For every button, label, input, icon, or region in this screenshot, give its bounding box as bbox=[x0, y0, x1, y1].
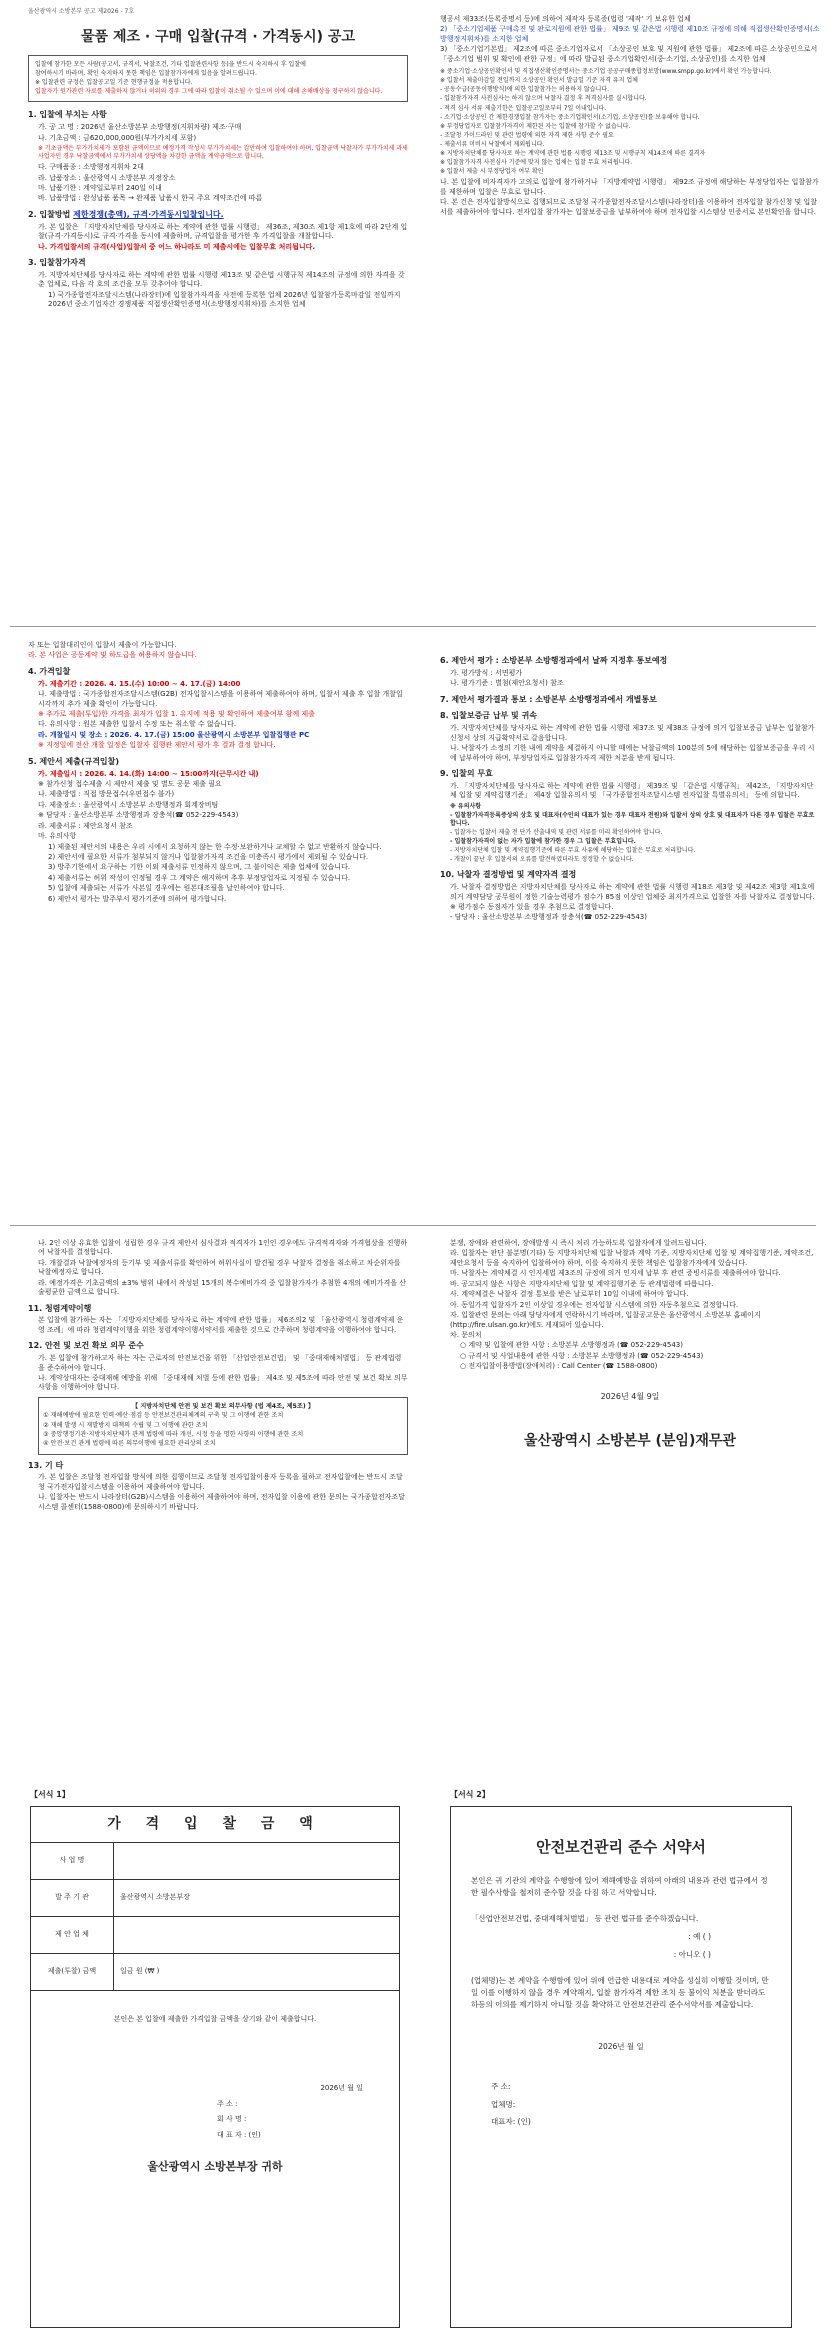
section-10-title: 10. 낙찰자 결정방법 및 계약자격 결정 bbox=[440, 870, 577, 880]
note: - 적격 심사 서류 제출기한은 입찰공고일로부터 7일 이내입니다. bbox=[440, 104, 607, 112]
form2-paragraph: (업체명)는 본 계약을 수행함에 있어 위에 언급한 내용대로 계약을 성실히 이행할 것이며, 만일 이를 이행하지 않을 경우 계약해지, 입찰 참가자격 제한 조치 등 불이익 처분을 받더라도 하등의 이의를 제기하지 아니할 것을 확약하고 안전보건관리 준수서약서를 제출합니다. bbox=[471, 1976, 769, 2010]
page-1 bbox=[10, 0, 820, 627]
s5-item: 4) 제출서류는 허위 작성이 인정될 경우 그 계약은 해지하며 추후 부정당업자로 지정될 수 있습니다. bbox=[48, 873, 351, 882]
form2-body bbox=[451, 1875, 791, 2131]
s13-item: 가. 본 입찰은 조달청 전자입찰 방식에 의한 집행이므로 조달청 전자입찰이용자 등록을 필하고 전자입찰에는 반드시 조달청 국가전자입찰시스템을 이용하여 제출하여야 합니다. bbox=[38, 1473, 403, 1491]
form2-label: 【서식 2】 bbox=[450, 1790, 490, 1799]
l-item: 다. 개찰결과 낙찰예정자의 등기부 및 제출서류를 확인하여 허위사실이 발견될 경우 낙찰자 결정을 취소하고 차순위자를 낙찰예정자로 합니다. bbox=[38, 1258, 401, 1277]
row-value[interactable] bbox=[114, 1916, 400, 1953]
yes-checkbox[interactable]: : 예 ( ) bbox=[688, 1932, 711, 1942]
section-3-title: 3. 입찰참가자격 bbox=[28, 257, 86, 267]
row-value[interactable]: 울산광역시 소방본부장 bbox=[114, 1879, 400, 1916]
s1-item: ※ 기초금액은 부가가치세가 포함된 금액이므로 예정가격 작성시 부가가치세는 감안하여 입찰하여야 하며, 입찰금액 낙찰자가 부가가치세 과세사업자인 경우 낙찰금액에서 부가가치세 상당액을 차감한 금액을 계약금액으로 합니다. bbox=[38, 144, 408, 161]
s5-item: 3) 방주기한에서 요구하는 기한 이외 제출서류 인정하지 않으며, 그 불이익은 제출 업체에 있습니다. bbox=[48, 863, 351, 872]
form1-date: 2026년 월 일 bbox=[320, 2084, 363, 2093]
sig-line: 회 사 명 : bbox=[217, 2115, 247, 2124]
row-value[interactable]: 일금 원 (₩ ) bbox=[114, 1953, 400, 1990]
section-4-title: 4. 가격입찰 bbox=[28, 666, 71, 676]
section-13-title: 13. 기 타 bbox=[28, 1460, 64, 1470]
sig-line: 업체명: bbox=[491, 2099, 516, 2109]
notice-line: 입찰자가 원가관련 자료를 제출하지 않거나 허위의 경우 그에 따라 입찰이 취소될 수 있으며 이에 대해 손해배상을 청구하지 않습니다. bbox=[35, 88, 383, 96]
s1-item: 라. 납품장소 : 울산광역시 소방본부 지정장소 bbox=[38, 173, 176, 182]
issuing-organization: 울산광역시 소방본부 (분임)재무관 bbox=[524, 1433, 736, 1450]
s3-item: 1) 국가종합전자조달시스템(나라장터)에 입찰참가자격을 사전에 등록한 업체 2026년 입찰참가등록마감일 전일까지 2026년 중소기업자간 경쟁제품 직접생산확인증명서(소방행정지휘차)를 소지한 업체 bbox=[48, 290, 401, 309]
s4-item: ※ 추가로 제출(투입)한 가격을 최저가 입찰 1. 유지에 적용 및 확인하여 제출여부 함께 제출 bbox=[38, 709, 315, 718]
s2-item: 가. 본 입찰은 「지방자치단체를 당사자로 하는 계약에 관한 법률 시행령」 제36조, 제30조 제1항 제1호에 따라 2단계 입찰(규격·가격동시)로 규격·가격을 동시에 제출하며, 규격입찰을 평가한 후 가격입찰을 개찰합니다. bbox=[38, 222, 408, 241]
note: - 입찰참가자격이 없는 자가 입찰에 참가한 경우 그 입찰은 무효입니다. bbox=[450, 838, 636, 846]
s4-note: ※ 지정일에 전산 개찰 일정은 입찰자 집행관 제안서 평가 후 결과 결정 합니다. bbox=[38, 741, 276, 750]
form2-paragraph: 「산업안전보건법, 중대재해처벌법」 등 관련 법규를 준수하겠습니다. bbox=[471, 1914, 699, 1924]
r-item: 3) 「중소기업기본법」 제2조에 따른 중소기업자로서 「소상공인 보호 및 지원에 관한 법률」 제2조에 따른 소상공인으로서 「중소기업 범위 및 확인에 관한 규정」에 따라 발급된 중소기업확인서(중·소기업, 소상공인)를 소지한 업체 bbox=[440, 45, 818, 63]
section-5-title: 5. 제안서 제출(규격입찰) bbox=[28, 756, 120, 766]
s5-item: 마. 유의사항 bbox=[38, 832, 77, 841]
note: ※ 중소기업·소상공인확인서 및 직접생산확인증명서는 중소기업 공공구매종합정보망(www.smpp.go.kr)에서 확인 가능합니다. bbox=[440, 68, 772, 76]
notice-date: 2026년 4월 9일 bbox=[600, 1391, 660, 1401]
s12-item: 가. 본 입찰에 참가하고자 하는 자는 근로자의 안전보건을 위한 「산업안전보건법」 및 「중대재해처벌법」 등 관계법령을 준수하여야 합니다. bbox=[38, 1354, 402, 1372]
section-1-title: 1. 입찰에 부치는 사항 bbox=[28, 110, 107, 120]
s12-item: 나. 계약상대자는 중대재해 예방을 위해 「중대재해 처벌 등에 관한 법률」 제4조 및 제5조에 따라 안전 및 보건 확보 의무사항을 이행하여야 합니다. bbox=[38, 1373, 408, 1392]
doc-header: 울산광역시 소방본부 공고 제2026 - 7호 bbox=[28, 8, 135, 15]
contacts-title: 차. 문의처 bbox=[450, 1330, 482, 1339]
s1-item: 바. 납품방법 : 완성납품 품목 → 완제품 납품시 한국 주요 계약조건에 따름 bbox=[38, 194, 263, 203]
form1-label: 【서식 1】 bbox=[30, 1790, 70, 1799]
form1-title: 가 격 입 찰 금 액 bbox=[31, 1807, 399, 1843]
l-top: 라. 본 사업은 공동계약 및 하도급을 허용하지 않습니다. bbox=[28, 651, 197, 660]
table-row bbox=[31, 1916, 399, 1953]
form1-body bbox=[31, 1991, 399, 2189]
note: - 공동수급(공동이행방식)에 의한 입찰참가는 허용하지 않습니다. bbox=[440, 86, 609, 94]
note: ※ 입찰참가자격 사전심사 기준에 맞지 않는 업체는 입찰 무효 처리됩니다. bbox=[440, 159, 633, 167]
s4-period: 가. 제출기간 : 2026. 4. 15.(수) 10:00 ~ 4. 17.(금) 14:00 bbox=[38, 679, 241, 688]
s5-item: 6) 제안서 평가는 발주부서 평가기준에 의하여 평가합니다. bbox=[48, 894, 227, 903]
r-item: 다. 본 건은 전자입찰방식으로 집행되므로 조달청 국가종합전자조달시스템(나라장터)을 이용하여 전자입찰 참가신청 및 입찰서를 제출하여야 합니다. 전자입찰 참가자는 입찰보증금을 납부하여야 하며 전자입찰 시스템상 인증서로 본인확인을 합니다. bbox=[440, 198, 818, 216]
note: - 소기업·소상공인 간 제한경쟁입찰 참가자는 중소기업확인서(소기업, 소상공인)를 보유해야 합니다. bbox=[440, 113, 700, 121]
sig-line: 대 표 자 : (인) bbox=[217, 2130, 261, 2139]
note: - 개찰이 끝난 후 입찰서의 오류를 발견하였더라도 정정할 수 없습니다. bbox=[450, 856, 634, 864]
contact: ○ 계약 및 입찰에 관한 사항 : 소방본부 소방행정과 (☎ 052-229-4543) bbox=[460, 1341, 683, 1350]
box-item: ② 재해 발생 시 재발방지 대책의 수립 및 그 이행에 관한 조치 bbox=[43, 1421, 208, 1429]
note: ※ 유의사항 bbox=[450, 802, 482, 810]
form1-table bbox=[31, 1843, 399, 1991]
r-item: 마. 낙찰자는 계약체결 시 인지세법 제3조의 규정에 의거 인지세 납부 후 관련 증빙서류를 제출하여야 합니다. bbox=[450, 1269, 781, 1278]
s10-item: 가. 낙찰자 결정방법은 지방자치단체를 당사자로 하는 계약에 관한 법률 시행령 제18조 제3항 및 제42조 제3항 제1호에 의거 계약담당 공무원이 정한 기술능력평가 점수가 85점 이상인 업체중 최저가격으로 입찰한 자를 낙찰자로 결정합니다. bbox=[450, 883, 815, 901]
form2-date: 2026년 월 일 bbox=[598, 2042, 644, 2052]
r-item: 라. 입찰자는 판단 불분명(기타) 등 지방자치단체 입찰 낙찰과 계약 기준, 지방자치단체 입찰 및 계약집행기준, 계약조건, 제안요청서 등을 숙지하여 입찰하여야 하며, 이를 숙지하지 못한 책임은 입찰참가자에게 있습니다. bbox=[450, 1249, 814, 1267]
s2-method: 제한경쟁(총액), 규격·가격동시입찰입니다. bbox=[73, 209, 224, 219]
s1-item: 마. 납품기한 : 계약일로부터 240일 이내 bbox=[38, 184, 162, 192]
s5-item: 다. 제출장소 : 울산광역시 소방본부 소방행정과 회계장비팀 bbox=[38, 800, 219, 809]
s1-item: 나. 기초금액 : 금620,000,000원(부가가치세 포함) bbox=[38, 133, 197, 142]
form1-signature bbox=[47, 2100, 383, 2140]
s5-item: ※ 담당자 : 울산소방본부 소방행정과 장충석(☎ 052-229-4543) bbox=[38, 811, 239, 820]
row-key: 사 업 명 bbox=[31, 1843, 114, 1880]
s10-item: ※ 평가점수 동점자가 있을 경우 추첨으로 결정합니다. bbox=[450, 903, 614, 912]
form2-yes-option[interactable] bbox=[471, 1931, 771, 1943]
s10-item: - 담당자 : 울산소방본부 소방행정과 장충석(☎ 052-229-4543) bbox=[450, 913, 647, 922]
note: ※ 부정당업자로 입찰참가자격이 제한된 자는 입찰에 참가할 수 없습니다. bbox=[440, 122, 631, 130]
s5-item: 2) 제안서에 필요한 서류가 첨부되지 않거나 입찰참가자격 조건을 미충족시 평가에서 제외될 수 있습니다. bbox=[48, 853, 369, 862]
page1-left-column bbox=[28, 18, 408, 311]
page2-left-column bbox=[28, 640, 408, 905]
s5-period: 가. 제출일시 : 2026. 4. 14.(화) 14:00 ~ 15:00까지(근무시간 내) bbox=[38, 769, 259, 778]
l-item: 라. 예정가격은 기초금액의 ±3% 범위 내에서 작성된 15개의 복수예비가격 중 입찰참가자가 추첨한 4개의 예비가격을 산술평균한 금액으로 합니다. bbox=[38, 1278, 406, 1297]
form2-title: 안전보건관리 준수 서약서 bbox=[536, 1838, 706, 1856]
r-item: 행공서 제33조(등록증명서 등)에 의하여 제작자 등록증(법령 '제작' 기 보유한 업체 bbox=[440, 15, 691, 23]
r-item: 아. 동일가격 입찰자가 2인 이상일 경우에는 전자입찰 시스템에 의한 자동추첨으로 결정합니다. bbox=[450, 1300, 739, 1309]
page-3 bbox=[10, 1228, 816, 1783]
r-item: 자. 입찰관련 문의는 아래 담당자에게 연락하시기 바라며, 입찰공고문은 울산광역시 소방본부 홈페이지(http://fire.ulsan.go.kr)에도 게재되어 있습니다. bbox=[450, 1311, 761, 1329]
box-item: ④ 안전·보건 관계 법령에 따른 의무이행에 필요한 관리상의 조치 bbox=[43, 1440, 216, 1448]
s2-item: 나. 가격입찰서의 규격(사업)입찰서 중 어느 하나라도 미 제출시에는 입찰무효 처리됩니다. bbox=[38, 242, 316, 251]
s1-item: 다. 구매품종 : 소방행정지휘차 2대 bbox=[38, 163, 144, 172]
section-11-title: 11. 청렴계약이행 bbox=[28, 1303, 92, 1313]
sig-line: 주 소: bbox=[491, 2082, 511, 2092]
page-2 bbox=[10, 630, 816, 1226]
note: - 조달청 가이드라인 및 관련 법령에 의한 자격 제한 사항 준수 필요 bbox=[440, 131, 614, 139]
notice-box bbox=[28, 55, 408, 102]
l-item: 나. 2인 이상 유효한 입찰이 성립한 경우 규격 제안서 심사결과 적격자가 1인인 경우에도 규격적격자와 가격협상을 진행하여 낙찰자를 결정합니다. bbox=[38, 1239, 408, 1257]
note: - 입찰자는 입찰서 제출 전 단가 산출내역 및 관련 서류를 미리 확인하여야 합니다. bbox=[450, 828, 663, 836]
r-item: 2) 「중소기업제품 구매촉진 및 판로지원에 관한 법률」 제9조 및 같은법 시행령 제10조 규정에 의해 직접생산확인증명서(소방행정지휘차)를 소지한 업체 bbox=[440, 25, 820, 43]
row-key: 제출(투찰) 금액 bbox=[31, 1953, 114, 1990]
safety-pledge-form bbox=[450, 1806, 792, 2328]
notice-line: ※ 입찰관련 규정은 입찰공고일 기준 현행규정을 적용합니다. bbox=[35, 79, 193, 87]
s5-item: 라. 제출서류 : 제안요청서 참조 bbox=[38, 821, 133, 830]
s5-item: 5) 입찰에 제출되는 서류가 사본일 경우에는 원본대조필을 날인하여야 합니다. bbox=[48, 884, 285, 893]
section-6-title: 6. 제안서 평가 : 소방본부 소방행정과에서 날짜 지정후 통보예정 bbox=[440, 656, 668, 665]
s9-notes bbox=[450, 803, 820, 865]
note: - 입찰참가자격등록증상의 상호 및 대표자(수인의 대표가 있는 경우 대표자 전원)와 입찰서 상의 상호 및 대표자가 다른 경우 입찰은 무효로 합니다. bbox=[450, 811, 815, 827]
note: ※ 지방자치단체를 당사자로 하는 계약에 관한 법률 시행령 제13조 및 시행규칙 제14조에 따른 결격자 bbox=[440, 150, 706, 158]
contact: ○ 규격서 및 사업내용에 관한 사항 : 소방본부 소방행정과 (☎ 052-229-4543) bbox=[460, 1351, 704, 1360]
l-top: 자 또는 입찰대리인이 입찰서 제출이 가능합니다. bbox=[28, 641, 177, 649]
form2-no-option[interactable] bbox=[471, 1949, 771, 1961]
box-item: ① 재해예방에 필요한 인력·예산·점검 등 안전보건관리체계의 구축 및 그 이행에 관한 조치 bbox=[43, 1412, 284, 1420]
form1-addressee: 울산광역시 소방본부장 귀하 bbox=[147, 2160, 283, 2174]
s1-item: 가. 공 고 명 : 2026년 울산소방본부 소방행정(지휘차량) 제조·구매 bbox=[38, 123, 242, 132]
no-checkbox[interactable]: : 아니오 ( ) bbox=[673, 1950, 711, 1960]
r-item: 분쟁, 장애와 관련하여, 장애발생 시 즉시 처리 가능하도록 입찰자에게 알려드립니다. bbox=[450, 1239, 707, 1247]
s5-item: 1) 제출된 제안서의 내용은 우리 시에서 요청하지 않는 한 수정·보완하거나 교체할 수 없고 반환하지 않습니다. bbox=[48, 842, 382, 851]
section-7-title: 7. 제안서 평가결과 통보 : 소방본부 소방행정과에서 개별통보 bbox=[440, 694, 657, 704]
note: - 입찰참가자격 사전심사는 하지 않으며 낙찰자 결정 후 적격심사를 실시합니다. bbox=[440, 95, 647, 103]
s6-item: 가. 평가방식 : 서면평가 bbox=[450, 668, 523, 677]
s9-item: 가. 「지방자치단체를 당사자로 하는 계약에 관한 법률 시행령」 제39조 및 「같은법 시행규칙」 제42조, 「지방자치단체 입찰 및 계약집행기준」 제4장 입찰유의서 및 「국가종합전자조달시스템 전자입찰 특별유의서」 등에 의합니다. bbox=[450, 781, 814, 800]
s4-item: 나. 제출방법 : 국가종합전자조달시스템(G2B) 전자입찰시스템을 이용하여 제출하여야 하며, 입찰서 제출 후 입찰 개찰일 시각까지 추가 제출 확인이 가능합니다. bbox=[38, 690, 403, 708]
form2-signature bbox=[471, 2079, 771, 2131]
s11-item: 본 입찰에 참가하는 자는 「지방자치단체를 당사자로 하는 계약에 관한 법률」 제6조의2 및 「울산광역시 청렴계약제 운영 조례」에 따라 청렴계약이행을 위한 청렴계약이행서약서를 제출한 것으로 간주하며 청렴계약을 이행하여야 합니다. bbox=[38, 1316, 404, 1334]
note: ※ 입찰서 제출마감일 전일까지 소상공인 확인서 발급일 기준 자격 유지 업체 bbox=[440, 77, 638, 85]
s5-item: 나. 제출방법 : 직접 방문접수(우편접수 불가) bbox=[38, 790, 175, 799]
s4-item: 다. 유의사항 : 원본 제출한 입찰서 수정 또는 취소할 수 없습니다. bbox=[38, 720, 237, 729]
section-2-title bbox=[28, 210, 408, 221]
section-12-title: 12. 안전 및 보건 확보 의무 준수 bbox=[28, 1341, 144, 1351]
row-value[interactable] bbox=[114, 1843, 400, 1880]
note: - 지방자치단체 입찰 및 계약집행기준에 따른 무효 사유에 해당하는 입찰은 무효로 처리합니다. bbox=[450, 847, 696, 855]
s4-opening: 라. 개찰일시 및 장소 : 2026. 4. 17.(금) 15:00 울산광역시 소방본부 입찰집행관 PC bbox=[38, 730, 310, 739]
page-title: 물품 제조 · 구매 입찰(규격 · 가격동시) 공고 bbox=[81, 29, 355, 45]
table-row bbox=[31, 1843, 399, 1880]
box-title: 【 지방자치단체 안전 및 보건 확보 의무사항 (법 제4조, 제5조) 】 bbox=[131, 1402, 315, 1410]
forms-section bbox=[0, 1790, 826, 2336]
safety-obligations-box bbox=[38, 1397, 408, 1455]
notice-line: 입찰에 참가한 모든 사람(공고서, 규격서, 낙찰조건, 기타 입찰관련사항 등)을 반드시 숙지하시 후 입찰에 bbox=[35, 60, 306, 68]
page3-left-column bbox=[28, 1238, 408, 1513]
note: ※ 입찰서 제출 시 부정당업자 여부 확인 bbox=[440, 168, 544, 176]
section-8-title: 8. 입찰보증금 납부 및 귀속 bbox=[440, 711, 538, 721]
r-item: 나. 본 입찰에 비자격자가 고의로 입찰에 참가하거나 「지방계약법 시행령」 제92조 규정에 해당하는 부정당업자는 입찰참가를 제한하며 입찰은 무효로 합니다. bbox=[440, 178, 819, 196]
form1-statement: 본인은 본 입찰에 제출한 가격입찰 금액을 상기와 같이 제출합니다. bbox=[113, 2014, 317, 2023]
note: - 제출서류 미비시 낙찰에서 제외됩니다. bbox=[440, 140, 545, 148]
contact: ○ 전자입찰이용방법(장애처리) : Call Center (☎ 1588-0800) bbox=[460, 1362, 658, 1371]
page3-right-column bbox=[440, 1238, 820, 1451]
box-item: ③ 중앙행정기관·지방자치단체가 관계 법령에 따라 개선, 시정 등을 명한 사항의 이행에 관한 조치 bbox=[43, 1430, 304, 1438]
s2-title-text: 2. 입찰방법 bbox=[28, 209, 71, 219]
table-row bbox=[31, 1953, 399, 1990]
s3-item: 가. 지방자치단체를 당사자로 하는 계약에 관한 법률 시행령 제13조 및 같은법 시행규칙 제14조의 규정에 의한 자격을 갖춘 업체로, 다음 각 호의 조건을 모두 갖추어야 합니다. bbox=[38, 270, 405, 289]
price-bid-form bbox=[30, 1806, 400, 2328]
r-item: 바. 공고되지 않은 사항은 지방자치단체 입찰 및 계약집행기준 등 관계법령에 따릅니다. bbox=[450, 1279, 714, 1288]
s6-item: 나. 평가기준 : 별첨(제안요청서) 참조 bbox=[450, 679, 564, 688]
section-9-title: 9. 입찰의 무효 bbox=[440, 769, 493, 779]
form2-paragraph: 본인은 귀 기관의 계약을 수행함에 있어 재해예방을 위하여 아래의 내용과 관련 법규에서 정한 필수사항을 철저히 준수할 것을 다짐 하고 서약합니다. bbox=[471, 1876, 768, 1898]
r-item: 사. 계약체결은 낙찰자 결정 통보를 받은 날로부터 10일 이내에 하여야 합니다. bbox=[450, 1290, 689, 1299]
sig-line: 주 소 : bbox=[217, 2099, 238, 2108]
sig-line: 대표자: (인) bbox=[491, 2117, 531, 2127]
page1-right-column bbox=[440, 14, 820, 218]
s5-item: ※ 참가신청 접수제출 시 제안서 제출 및 별도 공문 제출 필요 bbox=[38, 779, 222, 788]
s8-item: 나. 낙찰자가 소정의 기한 내에 계약을 체결하지 아니할 때에는 낙찰금액의 100분의 5에 해당하는 입찰보증금을 우리 시에 납부하여야 하며, 부정당업자로 입찰참가자격 제한 처분을 받게 됩니다. bbox=[450, 744, 815, 762]
s13-item: 나. 입찰자는 반드시 나라장터(G2B)시스템을 이용하여 제출하여야 하며, 전자입찰 이용에 관한 문의는 국가종합전자조달시스템 콜센터(1588-0800)에 문의하시기 바랍니다. bbox=[38, 1493, 405, 1511]
row-key: 제 안 업 체 bbox=[31, 1916, 114, 1953]
s8-item: 가. 지방자치단체를 당사자로 하는 계약에 관한 법률 시행령 제37조 및 제38조 규정에 의거 입찰보증금 납부는 입찰참가신청서 상의 지급확약서로 갈음합니다. bbox=[450, 724, 815, 742]
eligibility-notes bbox=[440, 68, 820, 176]
row-key: 발 주 기 관 bbox=[31, 1879, 114, 1916]
table-row bbox=[31, 1879, 399, 1916]
page2-right-column bbox=[440, 650, 820, 924]
notice-line: 참여하시기 바라며, 확인 숙지하지 못한 책임은 입찰참가자에게 있음을 알려드립니다. bbox=[35, 69, 257, 77]
